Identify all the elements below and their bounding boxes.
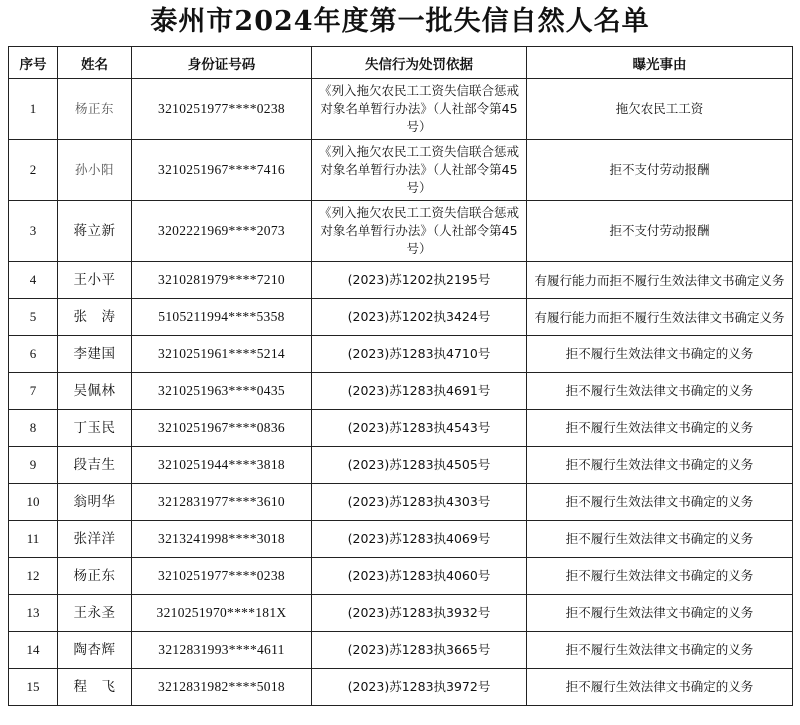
cell-exposure-reason: 拒不履行生效法律文书确定的义务 (527, 373, 793, 410)
cell-id-number: 3212831977****3610 (132, 484, 312, 521)
cell-exposure-reason: 拒不履行生效法律文书确定的义务 (527, 632, 793, 669)
cell-exposure-reason: 有履行能力而拒不履行生效法律文书确定义务 (527, 262, 793, 299)
cell-exposure-reason: 拒不履行生效法律文书确定的义务 (527, 669, 793, 706)
cell-id-number: 3210251967****0836 (132, 410, 312, 447)
cell-serial-number: 9 (9, 447, 58, 484)
cell-serial-number: 11 (9, 521, 58, 558)
cell-serial-number: 1 (9, 79, 58, 140)
cell-exposure-reason: 拒不履行生效法律文书确定的义务 (527, 595, 793, 632)
cell-serial-number: 15 (9, 669, 58, 706)
table-row (9, 632, 793, 669)
cell-serial-number: 12 (9, 558, 58, 595)
cell-name: 杨正东 (58, 79, 132, 140)
cell-exposure-reason: 拒不履行生效法律文书确定的义务 (527, 521, 793, 558)
cell-exposure-reason: 拒不履行生效法律文书确定的义务 (527, 336, 793, 373)
table-row (9, 336, 793, 373)
cell-exposure-reason: 拒不履行生效法律文书确定的义务 (527, 447, 793, 484)
cell-serial-number: 7 (9, 373, 58, 410)
cell-id-number: 3202221969****2073 (132, 201, 312, 262)
cell-name: 王小平 (58, 262, 132, 299)
cell-serial-number: 6 (9, 336, 58, 373)
cell-serial-number: 10 (9, 484, 58, 521)
table-row (9, 373, 793, 410)
cell-name: 张 涛 (58, 299, 132, 336)
table-header-row (9, 47, 793, 79)
cell-name: 丁玉民 (58, 410, 132, 447)
cell-exposure-reason: 拖欠农民工工资 (527, 79, 793, 140)
dishonest-persons-table (8, 46, 793, 706)
header-id-number: 身份证号码 (132, 47, 312, 79)
cell-penalty-basis: 《列入拖欠农民工工资失信联合惩戒对象名单暂行办法》（人社部令第45号） (312, 140, 527, 201)
cell-id-number: 3212831993****4611 (132, 632, 312, 669)
table-row (9, 262, 793, 299)
header-serial-number: 序号 (9, 47, 58, 79)
cell-name: 陶杏辉 (58, 632, 132, 669)
header-name: 姓名 (58, 47, 132, 79)
cell-penalty-basis: (2023)苏1283执4069号 (312, 521, 527, 558)
cell-id-number: 3210251961****5214 (132, 336, 312, 373)
cell-name: 蒋立新 (58, 201, 132, 262)
cell-id-number: 3210251944****3818 (132, 447, 312, 484)
table-row (9, 201, 793, 262)
cell-name: 王永圣 (58, 595, 132, 632)
table-row (9, 558, 793, 595)
table-row (9, 669, 793, 706)
cell-serial-number: 13 (9, 595, 58, 632)
cell-penalty-basis: (2023)苏1283执3932号 (312, 595, 527, 632)
cell-penalty-basis: (2023)苏1283执4060号 (312, 558, 527, 595)
cell-penalty-basis: 《列入拖欠农民工工资失信联合惩戒对象名单暂行办法》（人社部令第45号） (312, 201, 527, 262)
cell-name: 张洋洋 (58, 521, 132, 558)
header-exposure-reason: 曝光事由 (527, 47, 793, 79)
cell-serial-number: 8 (9, 410, 58, 447)
cell-penalty-basis: (2023)苏1283执3665号 (312, 632, 527, 669)
cell-id-number: 3210251963****0435 (132, 373, 312, 410)
cell-id-number: 3210281979****7210 (132, 262, 312, 299)
cell-serial-number: 2 (9, 140, 58, 201)
cell-exposure-reason: 拒不支付劳动报酬 (527, 201, 793, 262)
cell-serial-number: 4 (9, 262, 58, 299)
cell-name: 翁明华 (58, 484, 132, 521)
cell-id-number: 3210251970****181X (132, 595, 312, 632)
cell-id-number: 3212831982****5018 (132, 669, 312, 706)
cell-name: 段吉生 (58, 447, 132, 484)
cell-penalty-basis: (2023)苏1283执4543号 (312, 410, 527, 447)
cell-name: 程 飞 (58, 669, 132, 706)
cell-serial-number: 14 (9, 632, 58, 669)
cell-id-number: 3210251977****0238 (132, 558, 312, 595)
table-row (9, 447, 793, 484)
table-row (9, 299, 793, 336)
cell-penalty-basis: (2023)苏1283执4303号 (312, 484, 527, 521)
page-title: 泰州市2024年度第一批失信自然人名单 (150, 6, 650, 37)
cell-penalty-basis: 《列入拖欠农民工工资失信联合惩戒对象名单暂行办法》（人社部令第45号） (312, 79, 527, 140)
cell-exposure-reason: 拒不履行生效法律文书确定的义务 (527, 558, 793, 595)
cell-penalty-basis: (2023)苏1283执4710号 (312, 336, 527, 373)
cell-serial-number: 5 (9, 299, 58, 336)
table-row (9, 595, 793, 632)
cell-name: 杨正东 (58, 558, 132, 595)
table-row (9, 79, 793, 140)
cell-penalty-basis: (2023)苏1283执4505号 (312, 447, 527, 484)
table-row (9, 410, 793, 447)
cell-penalty-basis: (2023)苏1202执2195号 (312, 262, 527, 299)
header-penalty-basis: 失信行为处罚依据 (312, 47, 527, 79)
cell-name: 孙小阳 (58, 140, 132, 201)
cell-id-number: 5105211994****5358 (132, 299, 312, 336)
cell-penalty-basis: (2023)苏1283执3972号 (312, 669, 527, 706)
cell-exposure-reason: 拒不支付劳动报酬 (527, 140, 793, 201)
cell-id-number: 3213241998****3018 (132, 521, 312, 558)
cell-name: 吴佩林 (58, 373, 132, 410)
cell-exposure-reason: 有履行能力而拒不履行生效法律文书确定义务 (527, 299, 793, 336)
table-row (9, 521, 793, 558)
cell-penalty-basis: (2023)苏1283执4691号 (312, 373, 527, 410)
cell-name: 李建国 (58, 336, 132, 373)
table-row (9, 484, 793, 521)
cell-penalty-basis: (2023)苏1202执3424号 (312, 299, 527, 336)
cell-exposure-reason: 拒不履行生效法律文书确定的义务 (527, 484, 793, 521)
table-row (9, 140, 793, 201)
cell-id-number: 3210251967****7416 (132, 140, 312, 201)
cell-serial-number: 3 (9, 201, 58, 262)
cell-id-number: 3210251977****0238 (132, 79, 312, 140)
cell-exposure-reason: 拒不履行生效法律文书确定的义务 (527, 410, 793, 447)
